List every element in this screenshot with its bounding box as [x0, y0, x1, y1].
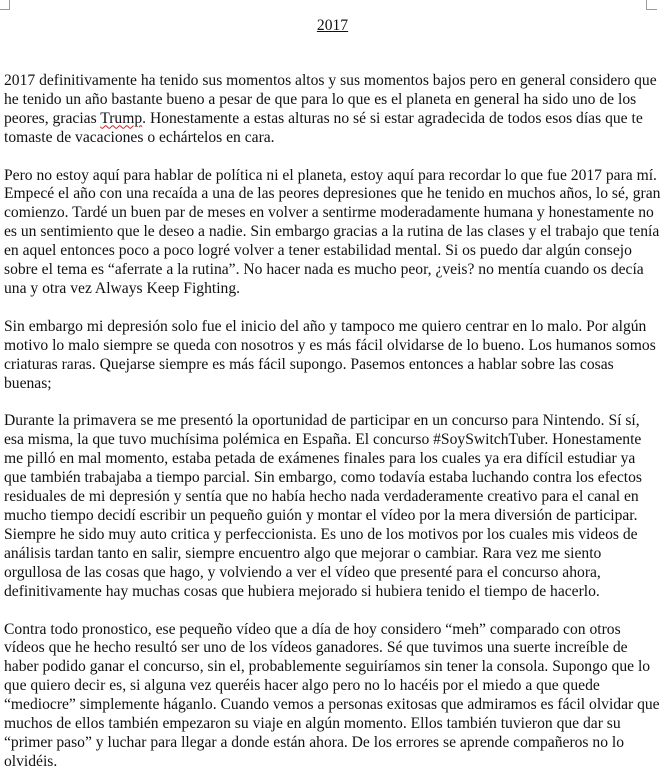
document-body[interactable] [4, 17, 661, 772]
blank-line [4, 299, 661, 318]
blank-line [4, 148, 661, 167]
paragraph-1-text-end: . Honestamente a estas alturas no sé si estar agradecida de todos esos días que te tomaste de vacaciones o echártelos en cara. [4, 109, 643, 146]
spellcheck-flagged-word[interactable]: Trump [100, 109, 143, 127]
blank-line [4, 602, 661, 621]
margin-corner-marker-top-left [0, 0, 10, 10]
paragraph-3[interactable]: Sin embargo mi depresión solo fue el inicio del año y tampoco me quiero centrar en lo malo. Por algún motivo lo malo siempre se queda con nosotros y es más fácil olvidarse de lo bueno. Los humanos somos criaturas raras. Quejarse siempre es más fácil supongo. Pasemos entonces a hablar sobre las cosas buenas; [4, 317, 656, 392]
margin-corner-marker-top-right [646, 0, 657, 10]
paragraph-5[interactable]: Contra todo pronostico, ese pequeño vídeo que a día de hoy considero “meh” comparado con otros vídeos que he hecho resultó ser uno de los vídeos ganadores. Sé que tuvimos una suerte increíble de haber podido ganar el concurso, sin el, probablemente seguiríamos sin tener la consola. Supongo que lo que quiero decir es, si alguna vez queréis hacer algo pero no lo hacéis por el miedo a que quede “mediocre” simplemente háganlo. Cuando vemos a personas exitosas que admiramos es fácil olvidar que muchos de ellos también empezaron su viaje en algún momento. Ellos también tuvieron que dar su “primer paso” y luchar para llegar a donde están ahora. De los errores se aprende compañeros no lo olvidéis. [4, 620, 660, 770]
document-title[interactable]: 2017 [316, 17, 349, 34]
blank-line [4, 393, 661, 412]
paragraph-1-text: 2017 definitivamente ha tenido sus momentos altos y sus momentos bajos pero en general considero que he tenido un año bastante bueno a pesar de que para lo que es el planeta en general ha sido uno de los peores, gracias [4, 71, 657, 127]
paragraph-2[interactable]: Pero no estoy aquí para hablar de política ni el planeta, estoy aquí para recordar lo que fue 2017 para mí. Empecé el año con una recaída a una de las peores depresiones que he tenido en muchos años, lo sé, gran comienzo. Tardé un buen par de meses en volver a sentirme moderadamente humana y honestamente no es un sentimiento que le deseo a nadie. Sin embargo gracias a la rutina de las clases y el trabajo que tenía en aquel entonces poco a poco logré volver a tener estabilidad mental. Si os puedo dar algún consejo sobre el tema es “aferrate a la rutina”. No hacer nada es mucho peor, ¿veis? no mentía cuando os decía una y otra vez Always Keep Fighting. [4, 166, 661, 297]
paragraph-4[interactable]: Durante la primavera se me presentó la oportunidad de participar en un concurso para Nintendo. Sí sí, esa misma, la que tuvo muchísima polémica en España. El concurso #SoySwitchTuber. Honestamente me pilló en mal momento, estaba petada de exámenes finales para los cuales ya era difícil estudiar ya que también trabajaba a tiempo parcial. Sin embargo, como todavía estaba luchando contra los efectos residuales de mi depresión y sentía que no había hecho nada verdaderamente creativo para el canal en mucho tiempo decidí escribir un pequeño guión y montar el vídeo por la mera diversión de participar. Siempre he sido muy auto critica y perfeccionista. Es uno de los motivos por los cuales mis videos de análisis tardan tanto en salir, siempre encuentro algo que mejorar o cambiar. Rara vez me siento orgullosa de las cosas que hago, y volviendo a ver el vídeo que presenté para el concurso ahora, definitivamente hay muchas cosas que hubiera mejorado si hubiera tenido el tiempo de hacerlo. [4, 412, 642, 600]
paragraph-1[interactable] [4, 72, 661, 148]
blank-line [4, 36, 661, 72]
